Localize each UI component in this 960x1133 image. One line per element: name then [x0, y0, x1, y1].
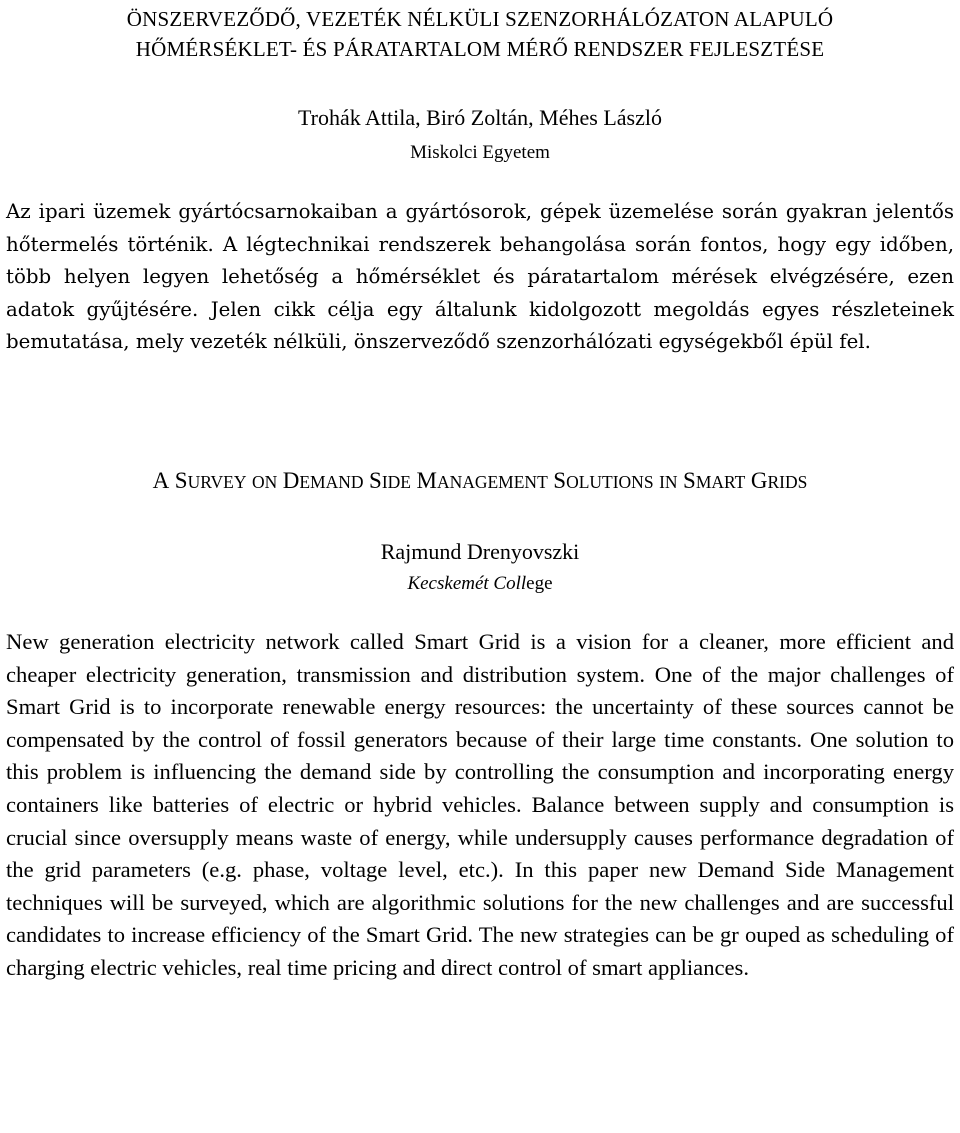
english-affiliation-rest: ege	[526, 573, 553, 594]
title-word	[751, 468, 808, 493]
title-word-initial: A	[152, 468, 170, 493]
english-paper-abstract: New generation electricity network called Smart Grid is a vision for a cleaner, more efficient and cheaper electricity generation, transmission and distribution system. One of the major challenges of Smart Grid is to incorporate renewable energy resources: the uncertainty of these sources cannot be compensated by the control of fossil generators because of their large time constants. One solution to this problem is influencing the demand side by controlling the consumption and incorporating energy containers like batteries of electric or hybrid vehicles. Balance between supply and consumption is crucial since oversupply means waste of energy, while undersupply causes performance degradation of the grid parameters (e.g. phase, voltage level, etc.). In this paper new Demand Side Management techniques will be surveyed, which are algorithmic solutions for the new challenges and are successful candidates to increase efficiency of the Smart Grid. The new strategies can be gr ouped as scheduling of charging electric vehicles, real time pricing and direct control of smart appliances.	[6, 629, 954, 980]
title-word-initial: S	[369, 468, 382, 493]
title-word-rest: IN	[659, 472, 678, 492]
hungarian-paper-abstract: Az ipari üzemek gyártócsarnokaiban a gyártósorok, gépek üzemelése során gyakran jelentős hőtermelés történik. A légtechnikai rendszerek behangolása során fontos, hogy egy időben, több helyen legyen lehetőség a hőmérséklet és páratartalom mérések elvégzésére, ezen adatok gyűjtésére. Jelen cikk célja egy általunk kidolgozott megoldás egyes részleteinek bemutatása, mely vezeték nélküli, önszerveződő szenzorhálózati egységekből épül fel.	[6, 200, 954, 354]
hungarian-paper-authors: Trohák Attila, Biró Zoltán, Méhes László	[298, 105, 662, 130]
title-word	[416, 468, 547, 493]
english-affiliation-italic: Kecskemét Coll	[407, 573, 527, 594]
title-word	[283, 468, 364, 493]
title-word-initial: G	[750, 468, 768, 493]
title-word-rest: OLUTIONS	[566, 472, 654, 492]
title-word-initial: M	[416, 468, 437, 493]
title-word-rest: MART	[695, 472, 746, 492]
title-word	[369, 468, 411, 493]
title-word-rest: ANAGEMENT	[436, 472, 548, 492]
title-word	[659, 468, 677, 493]
english-paper-author: Rajmund Drenyovszki	[380, 539, 580, 564]
title-word-initial: S	[683, 468, 696, 493]
title-word	[683, 468, 745, 493]
title-word-rest: IDE	[381, 472, 411, 492]
title-word-rest: RIDS	[767, 472, 808, 492]
hungarian-paper-title	[6, 4, 954, 64]
title-word-rest: ON	[251, 472, 278, 492]
english-paper-title	[6, 466, 954, 497]
title-word-initial: D	[282, 468, 300, 493]
title-word	[175, 468, 247, 493]
title-word	[252, 468, 277, 493]
title-word-initial: S	[174, 468, 188, 493]
title-word-rest: URVEY	[187, 472, 247, 492]
english-title-words	[153, 468, 808, 493]
title-word	[553, 468, 653, 493]
hungarian-title-line-2: HŐMÉRSÉKLET- ÉS PÁRATARTALOM MÉRŐ RENDSZER FEJLESZTÉSE	[135, 37, 825, 61]
title-word	[153, 468, 170, 493]
title-word-rest: EMAND	[299, 472, 364, 492]
hungarian-title-line-1: ÖNSZERVEZŐDŐ, VEZETÉK NÉLKÜLI SZENZORHÁLÓZATON ALAPULÓ	[126, 7, 834, 31]
hungarian-paper-affiliation: Miskolci Egyetem	[410, 142, 550, 163]
english-paper-affiliation	[6, 572, 954, 596]
title-word-initial: S	[553, 468, 567, 493]
